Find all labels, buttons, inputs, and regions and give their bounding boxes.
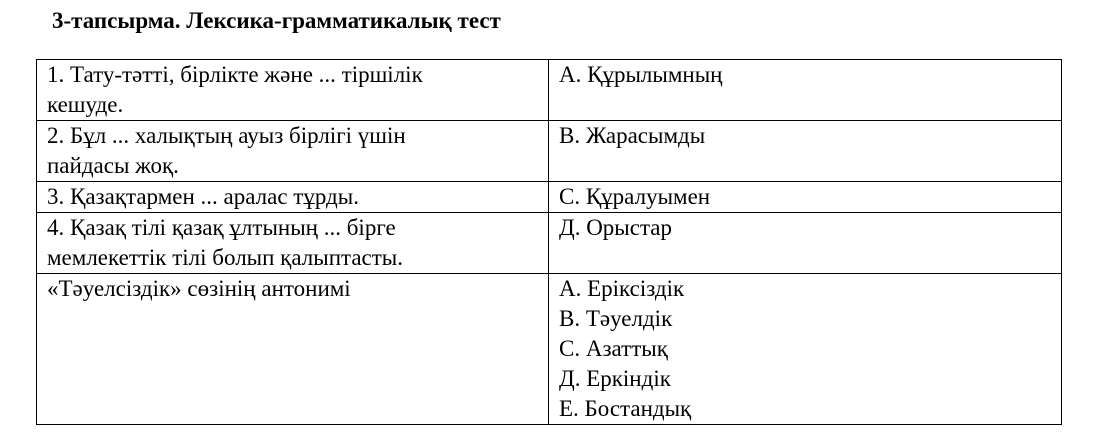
answer-cell (549, 121, 1062, 182)
question-text: мемлекеттік тілі болып қалыптасты. (47, 245, 404, 270)
answer-option: С. Құралуымен (559, 184, 711, 209)
table-row (37, 213, 1062, 274)
antonym-option: А. Еріксіздік (559, 276, 685, 301)
table-row (37, 121, 1062, 182)
antonym-option: Д. Еркіндік (559, 366, 671, 391)
question-text: 4. Қазақ тілі қазақ ұлтының ... бірге (47, 215, 396, 240)
table-row (37, 182, 1062, 213)
antonym-option: С. Азаттық (559, 336, 668, 361)
question-cell (37, 274, 549, 425)
answer-cell (549, 60, 1062, 121)
answer-option: А. Құрылымның (559, 62, 723, 87)
antonym-option: Е. Бостандық (559, 396, 692, 421)
antonym-option: В. Тәуелдік (559, 306, 673, 331)
answer-cell (549, 274, 1062, 425)
question-cell (37, 213, 549, 274)
answer-cell (549, 213, 1062, 274)
task-title: 3-тапсырма. Лексика-грамматикалық тест (52, 8, 501, 33)
question-cell (37, 182, 549, 213)
answer-option: В. Жарасымды (559, 123, 706, 148)
answer-option: Д. Орыстар (559, 215, 673, 240)
question-text: 2. Бұл ... халықтың ауыз бірлігі үшін (47, 123, 406, 148)
table-row (37, 274, 1062, 425)
question-cell (37, 60, 549, 121)
answer-cell (549, 182, 1062, 213)
table-row (37, 60, 1062, 121)
test-table (36, 59, 1062, 425)
question-text: 1. Тату-тәтті, бірлікте және ... тіршілік (47, 62, 423, 87)
question-text: 3. Қазақтармен ... аралас тұрды. (47, 184, 359, 209)
antonym-question: «Тәуелсіздік» сөзінің антонимі (47, 276, 351, 301)
question-cell (37, 121, 549, 182)
question-text: пайдасы жоқ. (47, 153, 179, 178)
question-text: кешуде. (47, 92, 124, 117)
